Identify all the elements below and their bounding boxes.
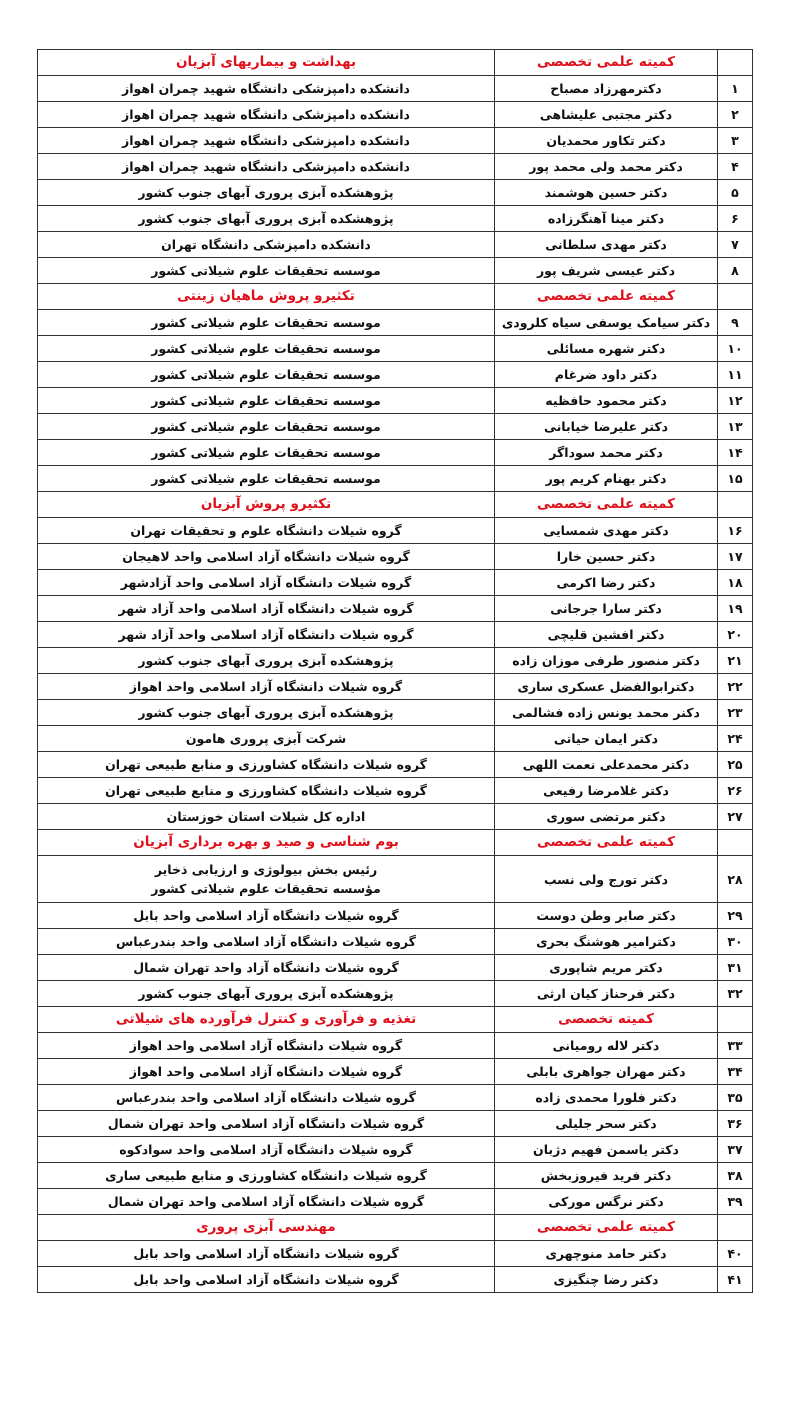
member-name: دکتر محمود حافظیه bbox=[495, 388, 718, 414]
member-name: دکنر محمد یونس زاده فشالمی bbox=[495, 700, 718, 726]
member-affiliation: موسسه تحقیقات علوم شیلاتی کشور bbox=[38, 388, 495, 414]
member-number: ۳۵ bbox=[718, 1085, 753, 1111]
member-affiliation: گروه شیلات دانشگاه آزاد اسلامی واحد آزادشهر bbox=[38, 570, 495, 596]
member-row bbox=[38, 955, 753, 981]
member-affiliation: موسسه تحقیقات علوم شیلاتی کشور bbox=[38, 310, 495, 336]
member-name: دکتر بهنام کریم پور bbox=[495, 466, 718, 492]
member-row bbox=[38, 518, 753, 544]
member-number: ۴ bbox=[718, 154, 753, 180]
member-number: ۳۸ bbox=[718, 1163, 753, 1189]
member-affiliation: گروه شیلات دانشگاه آزاد اسلامی واحد بابل bbox=[38, 1267, 495, 1293]
member-number: ۴۱ bbox=[718, 1267, 753, 1293]
member-row bbox=[38, 362, 753, 388]
member-affiliation: موسسه تحقیقات علوم شیلاتی کشور bbox=[38, 440, 495, 466]
member-row bbox=[38, 154, 753, 180]
member-name: دکتر حامد منوچهری bbox=[495, 1241, 718, 1267]
member-name: دکتر حسین خارا bbox=[495, 544, 718, 570]
member-row bbox=[38, 76, 753, 102]
member-number: ۲۷ bbox=[718, 804, 753, 830]
section-header-number-cell bbox=[718, 284, 753, 310]
member-row bbox=[38, 648, 753, 674]
member-name: دکتر فلورا محمدی زاده bbox=[495, 1085, 718, 1111]
member-affiliation: پژوهشکده آبزی پروری آبهای جنوب کشور bbox=[38, 180, 495, 206]
member-number: ۷ bbox=[718, 232, 753, 258]
member-affiliation: گروه شیلات دانشگاه آزاد اسلامی واحد اهواز bbox=[38, 1033, 495, 1059]
member-row bbox=[38, 336, 753, 362]
section-header-number-cell bbox=[718, 830, 753, 856]
section-field-title: تکثیرو پروش ماهیان زینتی bbox=[38, 284, 495, 310]
member-affiliation: موسسه تحقیقات علوم شیلاتی کشور bbox=[38, 362, 495, 388]
section-committee-label: کمیته علمی تخصصی bbox=[495, 50, 718, 76]
member-affiliation: موسسه تحقیقات علوم شیلاتی کشور bbox=[38, 258, 495, 284]
member-number: ۲۸ bbox=[718, 856, 753, 903]
member-affiliation: گروه شیلات دانشگاه آزاد اسلامی واحد سوادکوه bbox=[38, 1137, 495, 1163]
member-affiliation: گروه شیلات دانشگاه آزاد اسلامی واحد اهواز bbox=[38, 1059, 495, 1085]
section-field-title: بهداشت و بیماریهای آبزیان bbox=[38, 50, 495, 76]
member-row bbox=[38, 778, 753, 804]
member-number: ۴۰ bbox=[718, 1241, 753, 1267]
member-number: ۲۹ bbox=[718, 903, 753, 929]
member-row bbox=[38, 596, 753, 622]
member-affiliation: گروه شیلات دانشگاه کشاورزی و منابع طبیعی ساری bbox=[38, 1163, 495, 1189]
member-row bbox=[38, 180, 753, 206]
member-affiliation: پژوهشکده آبزی پروری آبهای جنوب کشور bbox=[38, 206, 495, 232]
member-number: ۶ bbox=[718, 206, 753, 232]
member-affiliation: پژوهشکده آبزی پروری آبهای جنوب کشور bbox=[38, 700, 495, 726]
member-number: ۱۹ bbox=[718, 596, 753, 622]
member-affiliation: گروه شیلات دانشگاه آزاد اسلامی واحد تهران شمال bbox=[38, 1189, 495, 1215]
section-header-number-cell bbox=[718, 50, 753, 76]
member-row bbox=[38, 570, 753, 596]
member-row bbox=[38, 752, 753, 778]
member-affiliation: شرکت آبزی پروری هامون bbox=[38, 726, 495, 752]
member-number: ۹ bbox=[718, 310, 753, 336]
member-affiliation: اداره کل شیلات استان خوزستان bbox=[38, 804, 495, 830]
member-name: دکتر علیرضا خیابانی bbox=[495, 414, 718, 440]
member-row bbox=[38, 622, 753, 648]
member-row bbox=[38, 1163, 753, 1189]
member-number: ۳۳ bbox=[718, 1033, 753, 1059]
member-number: ۳۲ bbox=[718, 981, 753, 1007]
member-affiliation: گروه شیلات دانشگاه آزاد اسلامی واحد آزاد شهر bbox=[38, 622, 495, 648]
member-row bbox=[38, 544, 753, 570]
member-row bbox=[38, 1111, 753, 1137]
member-number: ۳۶ bbox=[718, 1111, 753, 1137]
member-name: دکتر مهدی سلطانی bbox=[495, 232, 718, 258]
member-number: ۲۶ bbox=[718, 778, 753, 804]
member-name: دکتر مریم شاپوری bbox=[495, 955, 718, 981]
member-affiliation-cell bbox=[38, 856, 495, 903]
section-field-title: مهندسی آبزی پروری bbox=[38, 1215, 495, 1241]
section-header-row bbox=[38, 50, 753, 76]
member-number: ۳۷ bbox=[718, 1137, 753, 1163]
member-row bbox=[38, 232, 753, 258]
member-number: ۱۶ bbox=[718, 518, 753, 544]
member-number: ۲۱ bbox=[718, 648, 753, 674]
member-row bbox=[38, 1085, 753, 1111]
member-name: دکتر عیسی شریف پور bbox=[495, 258, 718, 284]
section-committee-label: کمیته تخصصی bbox=[495, 1007, 718, 1033]
member-affiliation: گروه شیلات دانشگاه علوم و تحقیقات تهران bbox=[38, 518, 495, 544]
section-committee-label: کمیته علمی تخصصی bbox=[495, 830, 718, 856]
member-row bbox=[38, 102, 753, 128]
member-number: ۱۱ bbox=[718, 362, 753, 388]
member-affiliation: گروه شیلات دانشگاه آزاد اسلامی واحد بابل bbox=[38, 903, 495, 929]
section-committee-label: کمیته علمی تخصصی bbox=[495, 284, 718, 310]
member-name: دکتر داود ضرغام bbox=[495, 362, 718, 388]
member-row bbox=[38, 700, 753, 726]
member-affiliation: دانشکده دامپزشکی دانشگاه شهید چمران اهواز bbox=[38, 128, 495, 154]
member-name: دکتر نرگس مورکی bbox=[495, 1189, 718, 1215]
member-affiliation: گروه شیلات دانشگاه آزاد اسلامی واحد آزاد شهر bbox=[38, 596, 495, 622]
member-affiliation: موسسه تحقیقات علوم شیلاتی کشور bbox=[38, 336, 495, 362]
member-row bbox=[38, 1137, 753, 1163]
member-number: ۳۱ bbox=[718, 955, 753, 981]
member-number: ۲۲ bbox=[718, 674, 753, 700]
member-name: دکتر مرتضی سوری bbox=[495, 804, 718, 830]
member-number: ۳۴ bbox=[718, 1059, 753, 1085]
section-header-row bbox=[38, 492, 753, 518]
member-number: ۳ bbox=[718, 128, 753, 154]
member-row bbox=[38, 903, 753, 929]
member-affiliation: دانشکده دامپزشکی دانشگاه تهران bbox=[38, 232, 495, 258]
member-name: دکتر فرید فیروزبخش bbox=[495, 1163, 718, 1189]
section-header-number-cell bbox=[718, 492, 753, 518]
member-affiliation: گروه شیلات دانشگاه آزاد اسلامی واحد تهران شمال bbox=[38, 1111, 495, 1137]
member-row bbox=[38, 726, 753, 752]
member-affiliation-line2: مؤسسه تحقیقات علوم شیلاتی کشور bbox=[151, 881, 381, 896]
member-name: دکتر لاله رومیانی bbox=[495, 1033, 718, 1059]
section-field-title: تکثیرو پروش آبزیان bbox=[38, 492, 495, 518]
member-row bbox=[38, 1189, 753, 1215]
section-header-number-cell bbox=[718, 1007, 753, 1033]
section-header-row bbox=[38, 1007, 753, 1033]
member-name: دکتر مجتبی علیشاهی bbox=[495, 102, 718, 128]
member-number: ۳۰ bbox=[718, 929, 753, 955]
member-row bbox=[38, 1267, 753, 1293]
member-row bbox=[38, 206, 753, 232]
member-affiliation: دانشکده دامپزشکی دانشگاه شهید چمران اهواز bbox=[38, 102, 495, 128]
member-name: دکتر صابر وطن دوست bbox=[495, 903, 718, 929]
member-name: دکترمهرزاد مصباح bbox=[495, 76, 718, 102]
member-affiliation: دانشکده دامپزشکی دانشگاه شهید چمران اهواز bbox=[38, 154, 495, 180]
member-name: دکتر ایمان حیاتی bbox=[495, 726, 718, 752]
member-affiliation: رئیس بخش بیولوژی و ارزیابی ذخایر bbox=[154, 862, 378, 877]
member-name: دکتر رضا اکرمی bbox=[495, 570, 718, 596]
member-number: ۱ bbox=[718, 76, 753, 102]
member-row bbox=[38, 440, 753, 466]
section-committee-label: کمیته علمی تخصصی bbox=[495, 492, 718, 518]
member-number: ۲۰ bbox=[718, 622, 753, 648]
member-affiliation: موسسه تحقیقات علوم شیلاتی کشور bbox=[38, 414, 495, 440]
member-row bbox=[38, 258, 753, 284]
member-row bbox=[38, 128, 753, 154]
member-name: دکتر محمدعلی نعمت اللهی bbox=[495, 752, 718, 778]
section-committee-label: کمیته علمی تخصصی bbox=[495, 1215, 718, 1241]
member-number: ۱۲ bbox=[718, 388, 753, 414]
member-number: ۱۳ bbox=[718, 414, 753, 440]
section-header-row bbox=[38, 830, 753, 856]
member-name: دکتر محمد سوداگر bbox=[495, 440, 718, 466]
member-name: دکتر مهدی شمسایی bbox=[495, 518, 718, 544]
member-name: دکتر سارا جرجانی bbox=[495, 596, 718, 622]
member-row bbox=[38, 1059, 753, 1085]
member-number: ۲ bbox=[718, 102, 753, 128]
member-row bbox=[38, 388, 753, 414]
member-affiliation: موسسه تحقیقات علوم شیلاتی کشور bbox=[38, 466, 495, 492]
member-name: دکتر افشین قلیچی bbox=[495, 622, 718, 648]
member-row bbox=[38, 414, 753, 440]
member-affiliation: گروه شیلات دانشگاه آزاد اسلامی واحد لاهیجان bbox=[38, 544, 495, 570]
member-row bbox=[38, 856, 753, 903]
member-row bbox=[38, 466, 753, 492]
member-number: ۲۳ bbox=[718, 700, 753, 726]
section-header-row bbox=[38, 1215, 753, 1241]
member-number: ۵ bbox=[718, 180, 753, 206]
member-name: دکتر تورج ولی نسب bbox=[495, 856, 718, 903]
member-name: دکتر فرحناز کیان ارثی bbox=[495, 981, 718, 1007]
member-name: دکتر مینا آهنگرزاده bbox=[495, 206, 718, 232]
section-header-number-cell bbox=[718, 1215, 753, 1241]
member-number: ۱۴ bbox=[718, 440, 753, 466]
member-affiliation: گروه شیلات دانشگاه کشاورزی و منابع طبیعی تهران bbox=[38, 752, 495, 778]
member-name: دکتر مهران جواهری بابلی bbox=[495, 1059, 718, 1085]
section-header-row bbox=[38, 284, 753, 310]
member-affiliation: گروه شیلات دانشگاه آزاد اسلامی واحد بندرعباس bbox=[38, 929, 495, 955]
member-number: ۱۵ bbox=[718, 466, 753, 492]
member-affiliation: پژوهشکده آبزی پروری آبهای جنوب کشور bbox=[38, 648, 495, 674]
member-number: ۳۹ bbox=[718, 1189, 753, 1215]
member-affiliation: گروه شیلات دانشگاه آزاد اسلامی واحد بندرعباس bbox=[38, 1085, 495, 1111]
member-affiliation: گروه شیلات دانشگاه آزاد واحد تهران شمال bbox=[38, 955, 495, 981]
member-affiliation: پژوهشکده آبزی پروری آبهای جنوب کشور bbox=[38, 981, 495, 1007]
member-affiliation: گروه شیلات دانشگاه آزاد اسلامی واحد اهواز bbox=[38, 674, 495, 700]
member-row bbox=[38, 1241, 753, 1267]
member-row bbox=[38, 981, 753, 1007]
member-affiliation: گروه شیلات دانشگاه آزاد اسلامی واحد بابل bbox=[38, 1241, 495, 1267]
member-name: دکتر سیامک یوسفی سیاه کلرودی bbox=[495, 310, 718, 336]
member-row bbox=[38, 929, 753, 955]
member-affiliation: گروه شیلات دانشگاه کشاورزی و منابع طبیعی تهران bbox=[38, 778, 495, 804]
member-name: دکتر غلامرضا رفیعی bbox=[495, 778, 718, 804]
member-number: ۸ bbox=[718, 258, 753, 284]
member-number: ۲۴ bbox=[718, 726, 753, 752]
member-name: دکتر رضا چنگیزی bbox=[495, 1267, 718, 1293]
member-name: دکتر سحر جلیلی bbox=[495, 1111, 718, 1137]
member-name: دکترابوالفضل عسکری ساری bbox=[495, 674, 718, 700]
member-name: دکتر محمد ولی محمد پور bbox=[495, 154, 718, 180]
member-affiliation: دانشکده دامپزشکی دانشگاه شهید چمران اهواز bbox=[38, 76, 495, 102]
member-name: دکترامیر هوشنگ بحری bbox=[495, 929, 718, 955]
member-name: دکتر یاسمن فهیم دژبان bbox=[495, 1137, 718, 1163]
member-row bbox=[38, 804, 753, 830]
member-number: ۲۵ bbox=[718, 752, 753, 778]
section-field-title: تغذیه و فرآوری و کنترل فرآورده های شیلاتی bbox=[38, 1007, 495, 1033]
member-row bbox=[38, 1033, 753, 1059]
member-row bbox=[38, 310, 753, 336]
member-row bbox=[38, 674, 753, 700]
member-number: ۱۰ bbox=[718, 336, 753, 362]
member-name: دکتر شهره مسائلی bbox=[495, 336, 718, 362]
member-number: ۱۸ bbox=[718, 570, 753, 596]
committee-table bbox=[37, 49, 753, 1293]
section-field-title: بوم شناسی و صید و بهره برداری آبزیان bbox=[38, 830, 495, 856]
committee-table-body bbox=[38, 50, 753, 1293]
member-name: دکتر تکاور محمدیان bbox=[495, 128, 718, 154]
member-name: دکتر حسین هوشمند bbox=[495, 180, 718, 206]
member-name: دکتر منصور طرفی موزان زاده bbox=[495, 648, 718, 674]
member-number: ۱۷ bbox=[718, 544, 753, 570]
